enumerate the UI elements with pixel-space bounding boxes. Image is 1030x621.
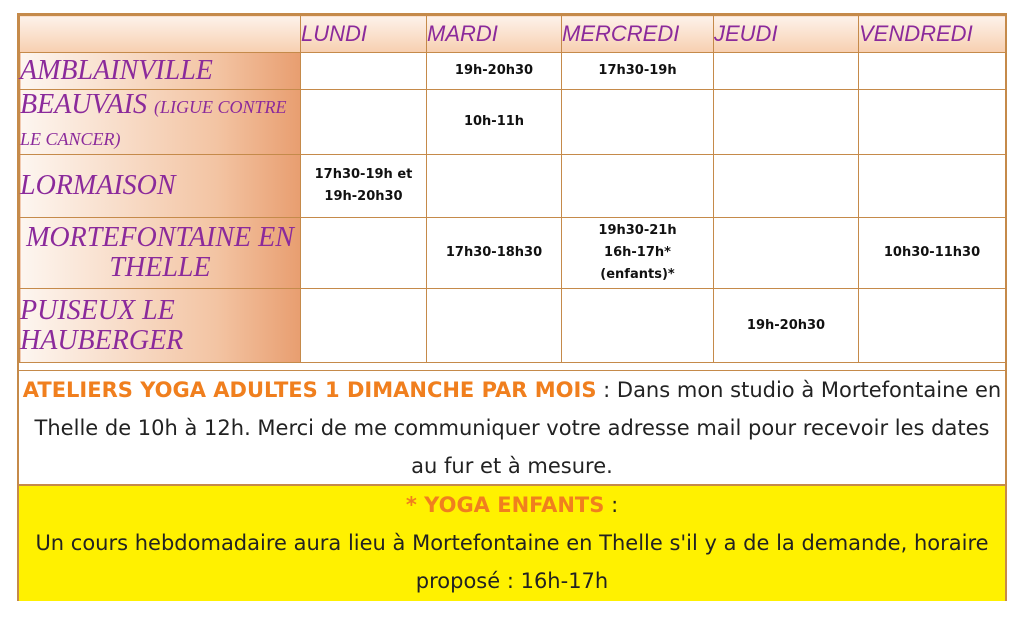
time-slot	[562, 155, 714, 218]
time-slot: 17h30-19h et 19h-20h30	[301, 155, 427, 218]
time-slot	[714, 155, 859, 218]
day-header: LUNDI	[301, 16, 427, 53]
day-header: VENDREDI	[859, 16, 1006, 53]
time-slot	[562, 90, 714, 155]
city-name: PUISEUX LE HAUBERGER	[20, 289, 301, 363]
time-slot: 17h30-19h	[562, 53, 714, 90]
time-slot	[714, 90, 859, 155]
kids-yoga-note	[19, 484, 1005, 601]
time-slot	[859, 155, 1006, 218]
time-slot	[859, 90, 1006, 155]
table-row	[20, 90, 1006, 155]
time-slot: 10h-11h	[427, 90, 562, 155]
table-row	[20, 53, 1006, 90]
time-slot	[427, 289, 562, 363]
time-slot: 19h-20h30	[714, 289, 859, 363]
kids-yoga-text: Un cours hebdomadaire aura lieu à Mortefontaine en Thelle s'il y a de la demande, horaire proposé : 16h-17h	[35, 531, 989, 593]
time-slot: 19h-20h30	[427, 53, 562, 90]
kids-yoga-title: * YOGA ENFANTS	[405, 493, 605, 517]
day-header: MERCREDI	[562, 16, 714, 53]
time-slot: 10h30-11h30	[859, 218, 1006, 289]
corner-cell	[20, 16, 301, 53]
adult-workshop-title: ATELIERS YOGA ADULTES 1 DIMANCHE PAR MOIS	[22, 378, 597, 402]
city-label: BEAUVAIS	[20, 89, 147, 120]
city-name	[20, 90, 301, 155]
city-name: AMBLAINVILLE	[20, 53, 301, 90]
time-slot	[714, 218, 859, 289]
time-slot	[301, 90, 427, 155]
schedule-table	[19, 15, 1006, 363]
adult-workshop-note	[19, 370, 1005, 484]
day-header: MARDI	[427, 16, 562, 53]
time-slot	[859, 289, 1006, 363]
time-slot	[859, 53, 1006, 90]
adult-workshop-text: : Dans mon studio à Mortefontaine en Thelle de 10h à 12h. Merci de me communiquer votre adresse mail pour recevoir les dates au fur et à mesure.	[34, 378, 1002, 478]
city-subtitle: (LIGUE CONTRE LE CANCER)	[20, 97, 287, 149]
time-slot	[301, 218, 427, 289]
city-name: LORMAISON	[20, 155, 301, 218]
table-row	[20, 155, 1006, 218]
kids-yoga-sep: :	[604, 493, 619, 517]
time-slot	[427, 155, 562, 218]
time-slot	[301, 53, 427, 90]
table-row	[20, 289, 1006, 363]
time-slot	[562, 289, 714, 363]
time-slot	[714, 53, 859, 90]
city-name: MORTEFONTAINE EN THELLE	[20, 218, 301, 289]
time-slot: 19h30-21h 16h-17h* (enfants)*	[562, 218, 714, 289]
time-slot: 17h30-18h30	[427, 218, 562, 289]
table-row	[20, 218, 1006, 289]
header-row	[20, 16, 1006, 53]
time-slot	[301, 289, 427, 363]
schedule-frame	[17, 13, 1007, 601]
day-header: JEUDI	[714, 16, 859, 53]
